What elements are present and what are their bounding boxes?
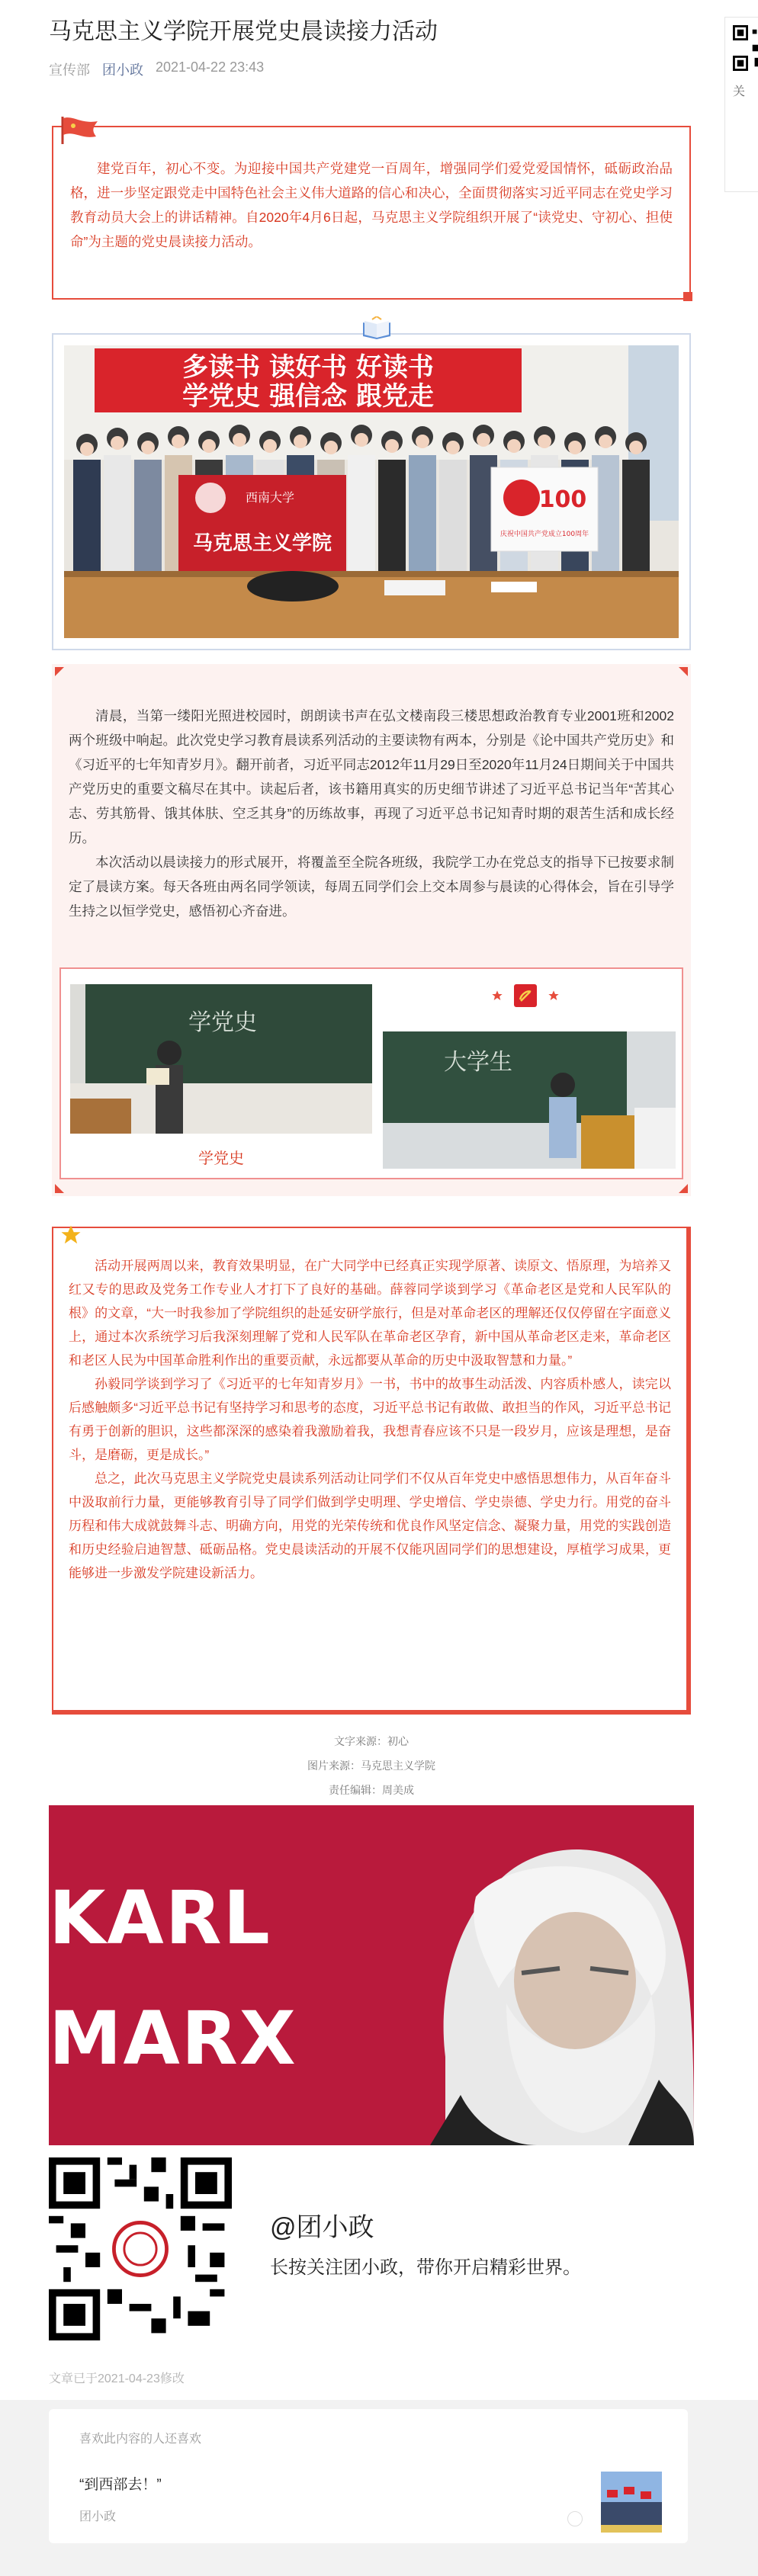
- recommend-item-source: 团小政: [79, 2510, 117, 2523]
- group-photo[interactable]: [64, 345, 679, 638]
- results-section: [52, 1227, 691, 1715]
- follow-qr-block[interactable]: [49, 2157, 694, 2351]
- side-qr-panel[interactable]: [724, 17, 758, 192]
- intro-section: [52, 126, 691, 300]
- flag-college-name: 马克思主义学院: [192, 532, 332, 555]
- results-paragraph-3: 总之，此次马克思主义学院党史晨读系列活动让同学们不仅从百年党史中感悟思想伟力，从百年奋斗中汲取前行力量，更能够教育引导了同学们做到学史明理、学史增信、学史崇德、学史力行。用党的奋斗历程和伟大成就鼓舞斗志、明确方向，用党的光荣传统和优良作风坚定信念、凝聚力量，用党的实践创造和历史经验启迪智慧、砥砺品格。党史晨读活动的开展不仅能巩固同学们的思想建设，厚植学习成果，更能够进一步激发学院建设新活力。: [69, 1471, 671, 1580]
- open-book-icon: [361, 316, 392, 339]
- board-number: 100: [538, 486, 587, 513]
- publish-date: 2021-04-22 23:43: [156, 59, 265, 75]
- photo-banner-line1: 多读书 读好书 好读书: [182, 352, 434, 383]
- photo-banner-line2: 学党史 强信念 跟党走: [182, 381, 434, 412]
- recommend-area: [0, 2400, 758, 2576]
- modified-note: 文章已于2021-04-23修改: [49, 2372, 185, 2385]
- marx-portrait: [49, 1805, 694, 2145]
- marx-banner[interactable]: [49, 1805, 694, 2145]
- banner-word-2: MARX: [49, 1996, 297, 2081]
- reading-photo-left[interactable]: [70, 984, 372, 1134]
- party-emblem-row: [491, 984, 560, 1007]
- credit-editor: 责任编辑：周美成: [329, 1784, 414, 1796]
- blackboard-text-right: 大学生: [444, 1049, 512, 1076]
- results-paragraph-1: 活动开展两周以来，教育效果明显，在广大同学中已经真正实现学原著、读原文、悟原理，为培养又红又专的思政及党务工作专业人才打下了良好的基础。薛蓉同学谈到学习《革命老区是党和人民军队的根》的文章，“大一时我参加了学院组织的赴延安研学旅行，但是对革命老区的理解还仅仅停留在字面意义上，通过本次系统学习后我深刻理解了党和人民军队在革命老区孕育，新中国从革命老区走来，革命老区和老区人民为中国革命胜利作出的重要贡献，永远都要从革命的历史中汲取智慧和力量。”: [69, 1259, 671, 1368]
- star-icon: [548, 990, 560, 1002]
- group-photo-frame: [52, 333, 691, 650]
- corner-triangle: [679, 1184, 688, 1193]
- follow-qr-code[interactable]: [49, 2157, 232, 2340]
- reading-section: [52, 664, 691, 1196]
- article-title: 马克思主义学院开展党史晨读接力活动: [49, 19, 438, 44]
- flag-school-name: 西南大学: [245, 490, 295, 505]
- reading-paragraph-2: 本次活动以晨读接力的形式展开，将覆盖至全院各班级，我院学工办在党总支的指导下已按要求制定了晨读方案。每天各班由两名同学领读，每周五同学们会上交本周参与晨读的心得体会，旨在引导学生持之以恒学党史，感悟初心齐奋进。: [69, 855, 674, 919]
- qr-code-icon: [733, 25, 758, 71]
- author-link[interactable]: 团小政: [102, 63, 143, 78]
- more-options-icon[interactable]: [567, 2511, 583, 2526]
- reading-photo-right[interactable]: [383, 1031, 676, 1169]
- recommend-thumbnail[interactable]: [601, 2472, 662, 2533]
- recommend-thumbnail-image: [601, 2472, 662, 2533]
- reading-paragraph-1: 清晨，当第一缕阳光照进校园时，朗朗读书声在弘文楼南段三楼思想政治教育专业2001班和2002两个班级中响起。此次党史学习教育晨读系列活动的主要读物有两本，分别是《论中国共产党历史》和《习近平的七年知青岁月》。翻开前者，习近平同志2012年11月29日至2020年11月24日期间关于中国共产党历史的重要文稿尽在其中。读起后者，该书籍用真实的历史细节讲述了习近平总书记当年“苦其心志、劳其筋骨、饿其体肤、空乏其身”的历练故事，再现了习近平总书记知青时期的艰苦生活和成长经历。: [69, 708, 674, 845]
- recommend-item-title[interactable]: “到西部去！”: [79, 2477, 162, 2493]
- corner-marker: [683, 292, 692, 301]
- recommend-heading: 喜欢此内容的人还喜欢: [79, 2433, 202, 2446]
- intro-paragraph: 建党百年，初心不变。为迎接中国共产党建党一百周年，增强同学们爱党爱国情怀，砥砺政治品格，进一步坚定跟党走中国特色社会主义伟大道路的信心和决心，全面贯彻落实习近平同志在党史学习教育动员大会上的讲话精神。自2020年4月6日起，马克思主义学院组织开展了“读党史、守初心、担使命”为主题的党史晨读接力活动。: [70, 161, 673, 249]
- red-flag-icon: [58, 115, 101, 146]
- party-emblem-icon: [514, 984, 537, 1007]
- reading-photos: [59, 967, 683, 1179]
- blackboard-text-left: 学党史: [188, 1009, 257, 1036]
- corner-triangle: [55, 1184, 64, 1193]
- recommend-card[interactable]: [49, 2409, 688, 2543]
- article-meta: [49, 59, 694, 79]
- account-handle: @团小政: [270, 2213, 374, 2242]
- gold-star-icon: [59, 1224, 82, 1246]
- star-icon: [491, 990, 503, 1002]
- reading-photo-caption: 学党史: [198, 1150, 244, 1167]
- group-photo-image: [64, 345, 679, 638]
- follow-slogan: 长按关注团小政，带你开启精彩世界。: [270, 2257, 581, 2278]
- corner-triangle: [55, 667, 64, 676]
- article: [49, 0, 694, 2385]
- reading-photo-left-image: [70, 984, 372, 1134]
- reading-photo-right-image: [383, 1031, 676, 1169]
- article-source: 宣传部: [49, 63, 90, 78]
- banner-word-1: KARL: [49, 1875, 271, 1961]
- results-paragraph-2: 孙毅同学谈到学习了《习近平的七年知青岁月》一书，书中的故事生动活泼、内容质朴感人，读完以后感触颇多“习近平总书记有坚持学习和思考的态度，习近平总书记有敢做、敢担当的作风，习近平总书记有勇于创新的胆识，这些都深深的感染着我激励着我，我想青春应该不只是一段岁月，应该是理想，是奋斗，是磨砺，更是成长。”: [69, 1377, 671, 1462]
- corner-triangle: [679, 667, 688, 676]
- credit-image-source: 图片来源：马克思主义学院: [307, 1760, 435, 1772]
- board-caption: 庆祝中国共产党成立100周年: [499, 531, 589, 538]
- credit-text-source: 文字来源：初心: [334, 1735, 409, 1747]
- side-qr-hint: 关: [733, 85, 746, 98]
